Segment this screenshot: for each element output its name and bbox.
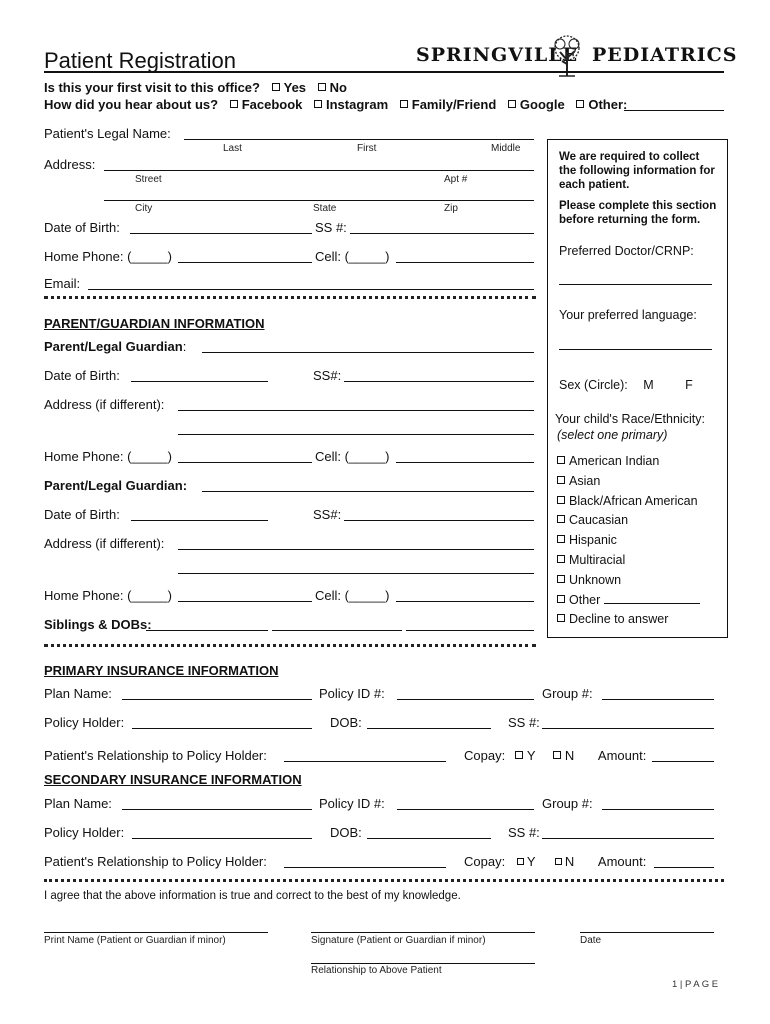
secondary-relationship-field[interactable] xyxy=(284,853,446,868)
guardian2-address-line2[interactable] xyxy=(178,559,534,574)
apt-caption: Apt # xyxy=(444,174,468,185)
sex-m-option[interactable]: M xyxy=(643,378,654,392)
yes-label: Yes xyxy=(283,80,307,95)
email-field[interactable] xyxy=(88,275,534,290)
other-source-field[interactable] xyxy=(624,96,724,111)
heard-row xyxy=(44,97,627,112)
primary-copay-y-checkbox[interactable] xyxy=(515,751,523,759)
no-checkbox[interactable] xyxy=(318,83,326,91)
secondary-holder-label: Policy Holder: xyxy=(44,825,125,840)
home-phone-field[interactable] xyxy=(178,248,312,263)
secondary-dob-field[interactable] xyxy=(367,824,491,839)
signature-field[interactable] xyxy=(311,918,535,933)
primary-policy-id-label: Policy ID #: xyxy=(319,686,385,701)
secondary-group-label: Group #: xyxy=(542,796,593,811)
city-caption: City xyxy=(135,203,153,214)
google-label: Google xyxy=(519,97,565,112)
primary-dob-label: DOB: xyxy=(330,715,362,730)
street-field[interactable] xyxy=(104,156,534,171)
relationship-field[interactable] xyxy=(311,949,535,964)
primary-relationship-label: Patient's Relationship to Policy Holder: xyxy=(44,748,267,763)
cell-label: Cell: (_____) xyxy=(315,249,390,264)
no-label: No xyxy=(329,80,347,95)
secondary-copay-n-checkbox[interactable] xyxy=(555,858,562,865)
signature-caption: Signature (Patient or Guardian if minor) xyxy=(311,935,486,946)
instagram-label: Instagram xyxy=(326,97,389,112)
date-field[interactable] xyxy=(580,918,714,933)
date-caption: Date xyxy=(580,935,602,946)
race-options xyxy=(557,452,700,630)
guardian2-label: Parent/Legal Guardian: xyxy=(44,478,188,493)
print-name-field[interactable] xyxy=(44,918,268,933)
first-caption: First xyxy=(357,143,377,154)
language-label: Your preferred language: xyxy=(559,308,697,322)
email-label: Email: xyxy=(44,276,81,291)
guardian1-home-phone-label: Home Phone: (_____) xyxy=(44,449,172,464)
secondary-ss-label: SS #: xyxy=(508,825,540,840)
primary-group-label: Group #: xyxy=(542,686,593,701)
guardian2-ss-field[interactable] xyxy=(344,506,534,521)
secondary-group-field[interactable] xyxy=(602,795,714,810)
required-note: We are required to collect the following information for each patient. xyxy=(559,151,715,191)
race-option[interactable]: Asian xyxy=(557,472,700,492)
state-caption: State xyxy=(313,203,337,214)
logo-right-text: PEDIATRICS xyxy=(592,44,738,66)
divider xyxy=(44,644,536,647)
race-label: Your child's Race/Ethnicity: xyxy=(555,412,705,426)
primary-copay-y-label: Y xyxy=(526,748,536,763)
race-option[interactable]: Black/African American xyxy=(557,492,700,512)
agreement-text: I agree that the above information is true and correct to the best of my knowledge. xyxy=(44,890,461,902)
preferred-doctor-field[interactable] xyxy=(559,270,712,285)
race-option[interactable]: Decline to answer xyxy=(557,610,700,630)
sibling2-field[interactable] xyxy=(272,616,402,631)
guardian1-label: Parent/Legal Guardian: xyxy=(44,339,187,354)
guardian2-dob-label: Date of Birth: xyxy=(44,507,120,522)
preferred-doctor-label: Preferred Doctor/CRNP: xyxy=(559,244,694,258)
guardian1-cell-field[interactable] xyxy=(396,448,534,463)
zip-caption: Zip xyxy=(444,203,458,214)
guardian1-dob-label: Date of Birth: xyxy=(44,368,120,383)
legal-name-label: Patient's Legal Name: xyxy=(44,126,171,141)
relationship-caption: Relationship to Above Patient xyxy=(311,965,442,976)
home-phone-label: Home Phone: (_____) xyxy=(44,249,172,264)
primary-plan-label: Plan Name: xyxy=(44,686,112,701)
sibling1-field[interactable] xyxy=(146,616,268,631)
guardian2-dob-field[interactable] xyxy=(131,506,268,521)
primary-holder-label: Policy Holder: xyxy=(44,715,125,730)
facebook-checkbox[interactable] xyxy=(230,100,238,108)
secondary-copay-y-label: Y xyxy=(526,854,536,869)
primary-plan-field[interactable] xyxy=(122,685,312,700)
primary-group-field[interactable] xyxy=(602,685,714,700)
secondary-copay-label: Copay: xyxy=(464,854,506,869)
primary-amount-label: Amount: xyxy=(597,748,647,763)
page-number: 1 | P A G E xyxy=(672,979,719,990)
sex-question: Sex (Circle): xyxy=(559,378,628,392)
sex-label xyxy=(559,378,693,392)
guardian1-cell-label: Cell: (_____) xyxy=(315,449,390,464)
primary-insurance-title: PRIMARY INSURANCE INFORMATION xyxy=(44,663,279,678)
ss-field[interactable] xyxy=(350,219,534,234)
guardian1-address-field[interactable] xyxy=(178,396,534,411)
guardian1-dob-field[interactable] xyxy=(131,367,268,382)
dob-label: Date of Birth: xyxy=(44,220,120,235)
header-rule xyxy=(44,71,724,73)
instagram-checkbox[interactable] xyxy=(314,100,322,108)
guardian1-ss-label: SS#: xyxy=(313,368,342,383)
guardian2-field[interactable] xyxy=(202,477,534,492)
guardian2-cell-label: Cell: (_____) xyxy=(315,588,390,603)
sex-f-option[interactable]: F xyxy=(685,378,693,392)
primary-copay-n-label: N xyxy=(564,748,575,763)
race-option[interactable]: Multiracial xyxy=(557,551,700,571)
guardian2-address-field[interactable] xyxy=(178,535,534,550)
family-friend-checkbox[interactable] xyxy=(400,100,408,108)
last-caption: Last xyxy=(223,143,242,154)
secondary-amount-label: Amount: xyxy=(597,854,647,869)
guardian1-address-label: Address (if different): xyxy=(44,397,165,412)
primary-ss-field[interactable] xyxy=(542,714,714,729)
race-option[interactable]: Unknown xyxy=(557,571,700,591)
language-field[interactable] xyxy=(559,335,712,350)
logo-left-text: SPRINGVILLE xyxy=(416,44,579,66)
guardian2-home-phone-label: Home Phone: (_____) xyxy=(44,588,172,603)
yes-checkbox[interactable] xyxy=(272,83,280,91)
secondary-ss-field[interactable] xyxy=(542,824,714,839)
middle-caption: Middle xyxy=(491,143,521,154)
guardian1-home-phone-field[interactable] xyxy=(178,448,312,463)
guardian2-address-label: Address (if different): xyxy=(44,536,165,551)
secondary-copay-y-checkbox[interactable] xyxy=(517,858,524,865)
street-caption: Street xyxy=(135,174,162,185)
primary-copay-label: Copay: xyxy=(464,748,506,763)
address-label: Address: xyxy=(44,157,96,172)
divider xyxy=(44,879,724,882)
primary-copay-row xyxy=(464,748,646,763)
race-option[interactable]: Hispanic xyxy=(557,531,700,551)
cell-field[interactable] xyxy=(396,248,534,263)
family-friend-label: Family/Friend xyxy=(411,97,497,112)
secondary-policy-id-field[interactable] xyxy=(397,795,534,810)
first-visit-question: Is this your first visit to this office? xyxy=(44,80,260,95)
siblings-label: Siblings & DOBs: xyxy=(44,617,152,632)
primary-amount-field[interactable] xyxy=(652,747,714,762)
primary-ss-label: SS #: xyxy=(508,715,540,730)
secondary-relationship-label: Patient's Relationship to Policy Holder: xyxy=(44,854,267,869)
first-visit-row xyxy=(44,80,347,95)
ss-label: SS #: xyxy=(315,220,347,235)
race-option[interactable]: Other xyxy=(557,591,700,611)
page-title: Patient Registration xyxy=(44,48,236,73)
secondary-dob-label: DOB: xyxy=(330,825,362,840)
guardian-section-title: PARENT/GUARDIAN INFORMATION xyxy=(44,316,265,331)
primary-holder-field[interactable] xyxy=(132,714,312,729)
race-option[interactable]: American Indian xyxy=(557,452,700,472)
divider xyxy=(44,296,536,299)
tree-icon xyxy=(547,34,587,83)
race-option[interactable]: Caucasian xyxy=(557,511,700,531)
dob-field[interactable] xyxy=(130,219,312,234)
other-label: Other: xyxy=(588,97,628,112)
secondary-copay-row xyxy=(464,854,646,869)
guardian2-ss-label: SS#: xyxy=(313,507,342,522)
secondary-policy-id-label: Policy ID #: xyxy=(319,796,385,811)
print-name-caption: Print Name (Patient or Guardian if minor) xyxy=(44,935,226,946)
heard-question: How did you hear about us? xyxy=(44,97,219,112)
guardian1-ss-field[interactable] xyxy=(344,367,534,382)
primary-dob-field[interactable] xyxy=(367,714,491,729)
primary-copay-n-checkbox[interactable] xyxy=(553,751,561,759)
return-note: Please complete this section before returning the form. xyxy=(559,200,717,226)
race-hint: (select one primary) xyxy=(557,428,668,442)
guardian1-address-line2[interactable] xyxy=(178,420,534,435)
city-state-zip-field[interactable] xyxy=(104,186,534,201)
secondary-plan-label: Plan Name: xyxy=(44,796,112,811)
secondary-plan-field[interactable] xyxy=(122,795,312,810)
secondary-amount-field[interactable] xyxy=(654,853,714,868)
primary-relationship-field[interactable] xyxy=(284,747,446,762)
primary-policy-id-field[interactable] xyxy=(397,685,534,700)
guardian2-home-phone-field[interactable] xyxy=(178,587,312,602)
guardian1-field[interactable] xyxy=(202,338,534,353)
other-checkbox[interactable] xyxy=(576,100,584,108)
secondary-copay-n-label: N xyxy=(564,854,575,869)
guardian2-cell-field[interactable] xyxy=(396,587,534,602)
secondary-holder-field[interactable] xyxy=(132,824,312,839)
google-checkbox[interactable] xyxy=(508,100,516,108)
secondary-insurance-title: SECONDARY INSURANCE INFORMATION xyxy=(44,772,302,787)
facebook-label: Facebook xyxy=(241,97,303,112)
legal-name-field[interactable] xyxy=(184,125,534,140)
sibling3-field[interactable] xyxy=(406,616,534,631)
